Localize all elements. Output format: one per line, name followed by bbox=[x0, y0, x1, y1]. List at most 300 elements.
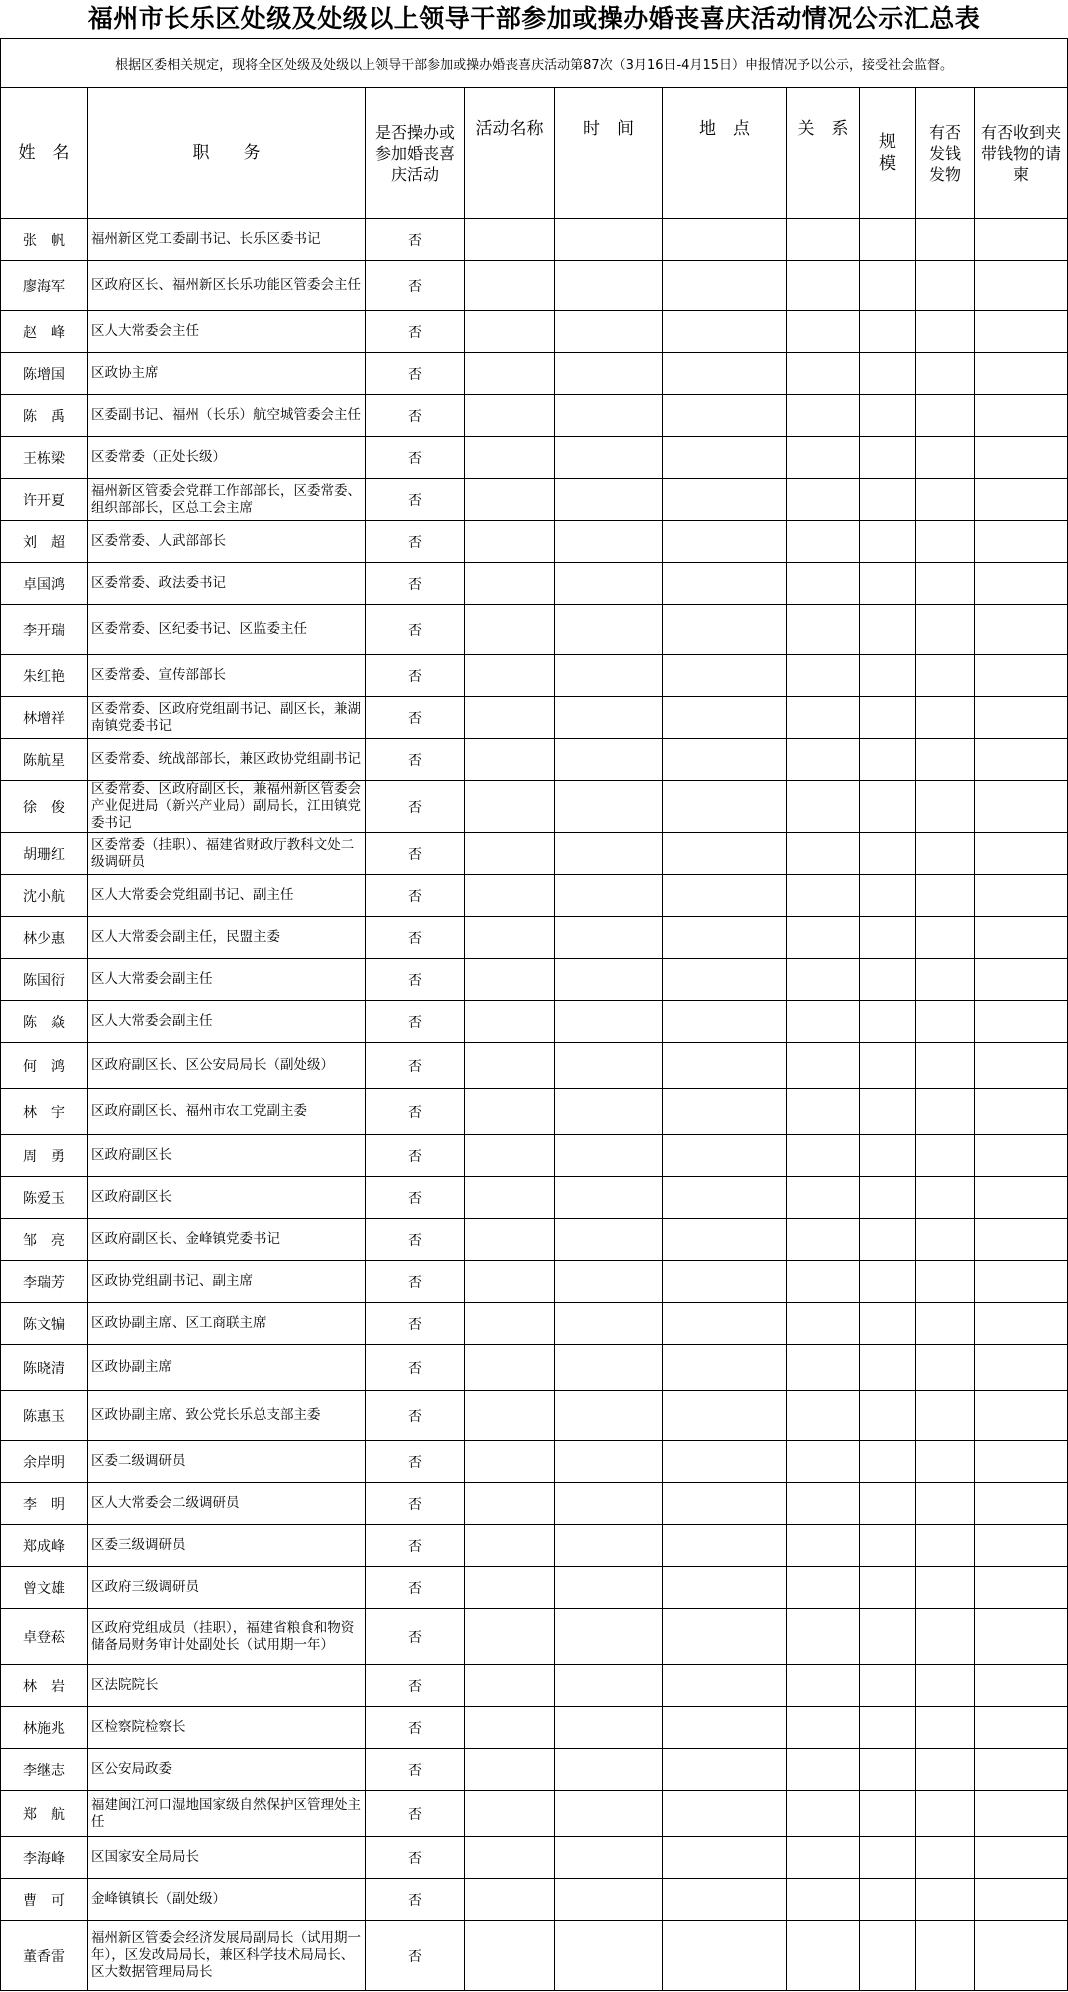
notice-row bbox=[1, 39, 1068, 88]
scale-cell bbox=[860, 437, 916, 479]
name-cell: 王栋梁 bbox=[1, 437, 88, 479]
money-cell bbox=[916, 353, 975, 395]
relation-cell bbox=[787, 395, 860, 437]
hosted-cell: 否 bbox=[366, 353, 465, 395]
hosted-cell: 否 bbox=[366, 1177, 465, 1219]
relation-cell bbox=[787, 353, 860, 395]
name-cell: 徐 俊 bbox=[1, 781, 88, 833]
hosted-cell: 否 bbox=[366, 1001, 465, 1043]
table-row bbox=[1, 1441, 1068, 1483]
table-row bbox=[1, 1261, 1068, 1303]
activity-cell bbox=[465, 219, 555, 261]
table-row bbox=[1, 655, 1068, 697]
relation-cell bbox=[787, 1879, 860, 1921]
activity-cell bbox=[465, 875, 555, 917]
relation-cell bbox=[787, 1219, 860, 1261]
money-cell bbox=[916, 1089, 975, 1135]
table-row bbox=[1, 781, 1068, 833]
time-cell bbox=[555, 1441, 663, 1483]
money-cell bbox=[916, 1261, 975, 1303]
table-row bbox=[1, 1391, 1068, 1441]
place-cell bbox=[663, 1219, 787, 1261]
scale-cell bbox=[860, 1261, 916, 1303]
activity-cell bbox=[465, 1791, 555, 1837]
table-row bbox=[1, 959, 1068, 1001]
time-cell bbox=[555, 655, 663, 697]
post-cell: 区政协副主席、致公党长乐总支部主委 bbox=[88, 1391, 366, 1441]
activity-cell bbox=[465, 1001, 555, 1043]
hosted-cell: 否 bbox=[366, 605, 465, 655]
table-row bbox=[1, 1525, 1068, 1567]
name-cell: 陈惠玉 bbox=[1, 1391, 88, 1441]
table-row bbox=[1, 1791, 1068, 1837]
activity-cell bbox=[465, 1089, 555, 1135]
header-time: 时 间 bbox=[555, 88, 663, 219]
relation-cell bbox=[787, 1391, 860, 1441]
time-cell bbox=[555, 1303, 663, 1345]
header-gifts: 有否收到夹带钱物的请柬 bbox=[975, 88, 1068, 219]
hosted-cell: 否 bbox=[366, 437, 465, 479]
relation-cell bbox=[787, 917, 860, 959]
scale-cell bbox=[860, 1609, 916, 1665]
time-cell bbox=[555, 833, 663, 875]
money-cell bbox=[916, 697, 975, 739]
scale-cell bbox=[860, 1089, 916, 1135]
post-cell: 区政府副区长、福州市农工党副主委 bbox=[88, 1089, 366, 1135]
money-cell bbox=[916, 1921, 975, 1991]
relation-cell bbox=[787, 697, 860, 739]
place-cell bbox=[663, 1665, 787, 1707]
place-cell bbox=[663, 1791, 787, 1837]
hosted-cell: 否 bbox=[366, 1921, 465, 1991]
table-row bbox=[1, 739, 1068, 781]
gifts-cell bbox=[975, 1483, 1068, 1525]
name-cell: 李海峰 bbox=[1, 1837, 88, 1879]
gifts-cell bbox=[975, 739, 1068, 781]
money-cell bbox=[916, 1879, 975, 1921]
summary-table bbox=[0, 38, 1068, 1991]
activity-cell bbox=[465, 1345, 555, 1391]
relation-cell bbox=[787, 1001, 860, 1043]
time-cell bbox=[555, 781, 663, 833]
time-cell bbox=[555, 739, 663, 781]
money-cell bbox=[916, 1303, 975, 1345]
time-cell bbox=[555, 395, 663, 437]
activity-cell bbox=[465, 1219, 555, 1261]
name-cell: 董香雷 bbox=[1, 1921, 88, 1991]
place-cell bbox=[663, 655, 787, 697]
relation-cell bbox=[787, 311, 860, 353]
scale-cell bbox=[860, 1441, 916, 1483]
activity-cell bbox=[465, 1749, 555, 1791]
hosted-cell: 否 bbox=[366, 521, 465, 563]
hosted-cell: 否 bbox=[366, 395, 465, 437]
hosted-cell: 否 bbox=[366, 261, 465, 311]
name-cell: 郑成峰 bbox=[1, 1525, 88, 1567]
gifts-cell bbox=[975, 1177, 1068, 1219]
name-cell: 赵 峰 bbox=[1, 311, 88, 353]
scale-cell bbox=[860, 959, 916, 1001]
hosted-cell: 否 bbox=[366, 697, 465, 739]
place-cell bbox=[663, 697, 787, 739]
scale-cell bbox=[860, 697, 916, 739]
activity-cell bbox=[465, 311, 555, 353]
place-cell bbox=[663, 353, 787, 395]
relation-cell bbox=[787, 1483, 860, 1525]
scale-cell bbox=[860, 1177, 916, 1219]
time-cell bbox=[555, 1749, 663, 1791]
post-cell: 区委常委、区政府党组副书记、副区长，兼湖南镇党委书记 bbox=[88, 697, 366, 739]
name-cell: 陈晓清 bbox=[1, 1345, 88, 1391]
scale-cell bbox=[860, 739, 916, 781]
time-cell bbox=[555, 1879, 663, 1921]
hosted-cell: 否 bbox=[366, 1219, 465, 1261]
table-row bbox=[1, 1135, 1068, 1177]
scale-cell bbox=[860, 875, 916, 917]
table-row bbox=[1, 1001, 1068, 1043]
name-cell: 郑 航 bbox=[1, 1791, 88, 1837]
relation-cell bbox=[787, 1665, 860, 1707]
scale-cell bbox=[860, 1483, 916, 1525]
name-cell: 曾文雄 bbox=[1, 1567, 88, 1609]
gifts-cell bbox=[975, 1089, 1068, 1135]
name-cell: 周 勇 bbox=[1, 1135, 88, 1177]
activity-cell bbox=[465, 1177, 555, 1219]
name-cell: 余岸明 bbox=[1, 1441, 88, 1483]
activity-cell bbox=[465, 1525, 555, 1567]
scale-cell bbox=[860, 1921, 916, 1991]
table-row bbox=[1, 563, 1068, 605]
activity-cell bbox=[465, 1483, 555, 1525]
gifts-cell bbox=[975, 917, 1068, 959]
scale-cell bbox=[860, 917, 916, 959]
gifts-cell bbox=[975, 1525, 1068, 1567]
time-cell bbox=[555, 311, 663, 353]
gifts-cell bbox=[975, 1303, 1068, 1345]
table-row bbox=[1, 395, 1068, 437]
gifts-cell bbox=[975, 521, 1068, 563]
table-row bbox=[1, 521, 1068, 563]
header-row bbox=[1, 88, 1068, 219]
header-relation: 关 系 bbox=[787, 88, 860, 219]
activity-cell bbox=[465, 1303, 555, 1345]
table-row bbox=[1, 605, 1068, 655]
gifts-cell bbox=[975, 1837, 1068, 1879]
money-cell bbox=[916, 1345, 975, 1391]
scale-cell bbox=[860, 833, 916, 875]
name-cell: 林增祥 bbox=[1, 697, 88, 739]
table-row bbox=[1, 1043, 1068, 1089]
scale-cell bbox=[860, 655, 916, 697]
table-row bbox=[1, 1707, 1068, 1749]
table-row bbox=[1, 219, 1068, 261]
gifts-cell bbox=[975, 1707, 1068, 1749]
gifts-cell bbox=[975, 655, 1068, 697]
name-cell: 许开夏 bbox=[1, 479, 88, 521]
table-row bbox=[1, 1879, 1068, 1921]
hosted-cell: 否 bbox=[366, 655, 465, 697]
activity-cell bbox=[465, 1837, 555, 1879]
name-cell: 李继志 bbox=[1, 1749, 88, 1791]
time-cell bbox=[555, 563, 663, 605]
place-cell bbox=[663, 1089, 787, 1135]
activity-cell bbox=[465, 353, 555, 395]
relation-cell bbox=[787, 1837, 860, 1879]
scale-cell bbox=[860, 605, 916, 655]
scale-cell bbox=[860, 353, 916, 395]
name-cell: 林 宇 bbox=[1, 1089, 88, 1135]
post-cell: 区政府副区长、区公安局局长（副处级） bbox=[88, 1043, 366, 1089]
gifts-cell bbox=[975, 875, 1068, 917]
table-row bbox=[1, 697, 1068, 739]
name-cell: 卓国鸿 bbox=[1, 563, 88, 605]
place-cell bbox=[663, 521, 787, 563]
post-cell: 区政府三级调研员 bbox=[88, 1567, 366, 1609]
activity-cell bbox=[465, 437, 555, 479]
hosted-cell: 否 bbox=[366, 781, 465, 833]
table-row bbox=[1, 1219, 1068, 1261]
post-cell: 金峰镇镇长（副处级） bbox=[88, 1879, 366, 1921]
scale-cell bbox=[860, 1837, 916, 1879]
gifts-cell bbox=[975, 1391, 1068, 1441]
post-cell: 区人大常委会副主任，民盟主委 bbox=[88, 917, 366, 959]
hosted-cell: 否 bbox=[366, 917, 465, 959]
time-cell bbox=[555, 521, 663, 563]
table-row bbox=[1, 479, 1068, 521]
scale-cell bbox=[860, 311, 916, 353]
post-cell: 区委常委、统战部部长，兼区政协党组副书记 bbox=[88, 739, 366, 781]
place-cell bbox=[663, 1483, 787, 1525]
money-cell bbox=[916, 833, 975, 875]
hosted-cell: 否 bbox=[366, 959, 465, 1001]
gifts-cell bbox=[975, 353, 1068, 395]
gifts-cell bbox=[975, 563, 1068, 605]
table-row bbox=[1, 1303, 1068, 1345]
place-cell bbox=[663, 1837, 787, 1879]
gifts-cell bbox=[975, 1135, 1068, 1177]
place-cell bbox=[663, 219, 787, 261]
relation-cell bbox=[787, 1135, 860, 1177]
place-cell bbox=[663, 261, 787, 311]
hosted-cell: 否 bbox=[366, 219, 465, 261]
scale-cell bbox=[860, 219, 916, 261]
time-cell bbox=[555, 697, 663, 739]
activity-cell bbox=[465, 1921, 555, 1991]
money-cell bbox=[916, 917, 975, 959]
relation-cell bbox=[787, 1303, 860, 1345]
notice-text: 根据区委相关规定，现将全区处级及处级以上领导干部参加或操办婚丧喜庆活动第87次（3月16日-4月15日）申报情况予以公示，接受社会监督。 bbox=[1, 39, 1068, 88]
gifts-cell bbox=[975, 1749, 1068, 1791]
scale-cell bbox=[860, 1001, 916, 1043]
post-cell: 区人大常委会党组副书记、副主任 bbox=[88, 875, 366, 917]
activity-cell bbox=[465, 1609, 555, 1665]
time-cell bbox=[555, 1665, 663, 1707]
post-cell: 区人大常委会副主任 bbox=[88, 1001, 366, 1043]
money-cell bbox=[916, 1441, 975, 1483]
table-row bbox=[1, 1567, 1068, 1609]
table-row bbox=[1, 1665, 1068, 1707]
hosted-cell: 否 bbox=[366, 1837, 465, 1879]
relation-cell bbox=[787, 1749, 860, 1791]
money-cell bbox=[916, 395, 975, 437]
place-cell bbox=[663, 1303, 787, 1345]
name-cell: 廖海军 bbox=[1, 261, 88, 311]
name-cell: 李开瑞 bbox=[1, 605, 88, 655]
place-cell bbox=[663, 1441, 787, 1483]
document-title: 福州市长乐区处级及处级以上领导干部参加或操办婚丧喜庆活动情况公示汇总表 bbox=[87, 4, 981, 33]
place-cell bbox=[663, 1177, 787, 1219]
place-cell bbox=[663, 1707, 787, 1749]
activity-cell bbox=[465, 959, 555, 1001]
name-cell: 林 岩 bbox=[1, 1665, 88, 1707]
post-cell: 区委常委、区纪委书记、区监委主任 bbox=[88, 605, 366, 655]
scale-cell bbox=[860, 1219, 916, 1261]
place-cell bbox=[663, 1879, 787, 1921]
table-body bbox=[1, 219, 1068, 1991]
gifts-cell bbox=[975, 605, 1068, 655]
name-cell: 沈小航 bbox=[1, 875, 88, 917]
relation-cell bbox=[787, 1177, 860, 1219]
post-cell: 区政府副区长、金峰镇党委书记 bbox=[88, 1219, 366, 1261]
table-row bbox=[1, 1177, 1068, 1219]
relation-cell bbox=[787, 739, 860, 781]
activity-cell bbox=[465, 605, 555, 655]
hosted-cell: 否 bbox=[366, 1609, 465, 1665]
gifts-cell bbox=[975, 311, 1068, 353]
relation-cell bbox=[787, 1525, 860, 1567]
gifts-cell bbox=[975, 1345, 1068, 1391]
post-cell: 区人大常委会副主任 bbox=[88, 959, 366, 1001]
time-cell bbox=[555, 1707, 663, 1749]
name-cell: 胡珊红 bbox=[1, 833, 88, 875]
place-cell bbox=[663, 563, 787, 605]
place-cell bbox=[663, 1345, 787, 1391]
place-cell bbox=[663, 1135, 787, 1177]
post-cell: 区委常委（正处长级） bbox=[88, 437, 366, 479]
place-cell bbox=[663, 959, 787, 1001]
relation-cell bbox=[787, 781, 860, 833]
hosted-cell: 否 bbox=[366, 739, 465, 781]
time-cell bbox=[555, 959, 663, 1001]
activity-cell bbox=[465, 1707, 555, 1749]
gifts-cell bbox=[975, 219, 1068, 261]
post-cell: 区政协主席 bbox=[88, 353, 366, 395]
money-cell bbox=[916, 1001, 975, 1043]
relation-cell bbox=[787, 833, 860, 875]
money-cell bbox=[916, 1177, 975, 1219]
money-cell bbox=[916, 1837, 975, 1879]
post-cell: 区委常委、区政府副区长，兼福州新区管委会产业促进局（新兴产业局）副局长，江田镇党委书记 bbox=[88, 781, 366, 833]
hosted-cell: 否 bbox=[366, 1135, 465, 1177]
gifts-cell bbox=[975, 833, 1068, 875]
gifts-cell bbox=[975, 959, 1068, 1001]
time-cell bbox=[555, 261, 663, 311]
relation-cell bbox=[787, 437, 860, 479]
post-cell: 区委常委、人武部部长 bbox=[88, 521, 366, 563]
money-cell bbox=[916, 479, 975, 521]
scale-cell bbox=[860, 261, 916, 311]
post-cell: 区委常委（挂职）、福建省财政厅教科文处二级调研员 bbox=[88, 833, 366, 875]
gifts-cell bbox=[975, 395, 1068, 437]
scale-cell bbox=[860, 1345, 916, 1391]
hosted-cell: 否 bbox=[366, 1345, 465, 1391]
table-row bbox=[1, 1089, 1068, 1135]
post-cell: 区政府区长、福州新区长乐功能区管委会主任 bbox=[88, 261, 366, 311]
place-cell bbox=[663, 395, 787, 437]
activity-cell bbox=[465, 1391, 555, 1441]
hosted-cell: 否 bbox=[366, 875, 465, 917]
gifts-cell bbox=[975, 1219, 1068, 1261]
header-money: 有否发钱发物 bbox=[916, 88, 975, 219]
activity-cell bbox=[465, 781, 555, 833]
relation-cell bbox=[787, 479, 860, 521]
place-cell bbox=[663, 479, 787, 521]
scale-cell bbox=[860, 1791, 916, 1837]
relation-cell bbox=[787, 521, 860, 563]
table-row bbox=[1, 1749, 1068, 1791]
activity-cell bbox=[465, 1441, 555, 1483]
activity-cell bbox=[465, 1879, 555, 1921]
scale-cell bbox=[860, 781, 916, 833]
money-cell bbox=[916, 1391, 975, 1441]
relation-cell bbox=[787, 959, 860, 1001]
time-cell bbox=[555, 917, 663, 959]
activity-cell bbox=[465, 1043, 555, 1089]
gifts-cell bbox=[975, 1665, 1068, 1707]
scale-cell bbox=[860, 1567, 916, 1609]
money-cell bbox=[916, 563, 975, 605]
activity-cell bbox=[465, 1261, 555, 1303]
table-row bbox=[1, 833, 1068, 875]
gifts-cell bbox=[975, 1001, 1068, 1043]
hosted-cell: 否 bbox=[366, 1567, 465, 1609]
scale-cell bbox=[860, 1665, 916, 1707]
name-cell: 卓登菘 bbox=[1, 1609, 88, 1665]
hosted-cell: 否 bbox=[366, 1665, 465, 1707]
header-name: 姓 名 bbox=[1, 88, 88, 219]
relation-cell bbox=[787, 219, 860, 261]
time-cell bbox=[555, 1483, 663, 1525]
money-cell bbox=[916, 261, 975, 311]
place-cell bbox=[663, 605, 787, 655]
money-cell bbox=[916, 1749, 975, 1791]
gifts-cell bbox=[975, 1261, 1068, 1303]
money-cell bbox=[916, 1135, 975, 1177]
money-cell bbox=[916, 875, 975, 917]
activity-cell bbox=[465, 1135, 555, 1177]
name-cell: 曹 可 bbox=[1, 1879, 88, 1921]
gifts-cell bbox=[975, 261, 1068, 311]
money-cell bbox=[916, 1665, 975, 1707]
name-cell: 张 帆 bbox=[1, 219, 88, 261]
table-row bbox=[1, 1345, 1068, 1391]
hosted-cell: 否 bbox=[366, 311, 465, 353]
relation-cell bbox=[787, 1921, 860, 1991]
time-cell bbox=[555, 1567, 663, 1609]
gifts-cell bbox=[975, 697, 1068, 739]
post-cell: 区委副书记、福州（长乐）航空城管委会主任 bbox=[88, 395, 366, 437]
relation-cell bbox=[787, 875, 860, 917]
relation-cell bbox=[787, 1707, 860, 1749]
name-cell: 李 明 bbox=[1, 1483, 88, 1525]
place-cell bbox=[663, 1001, 787, 1043]
hosted-cell: 否 bbox=[366, 1749, 465, 1791]
relation-cell bbox=[787, 1609, 860, 1665]
activity-cell bbox=[465, 1665, 555, 1707]
table-row bbox=[1, 917, 1068, 959]
activity-cell bbox=[465, 395, 555, 437]
header-activity: 活动名称 bbox=[465, 88, 555, 219]
